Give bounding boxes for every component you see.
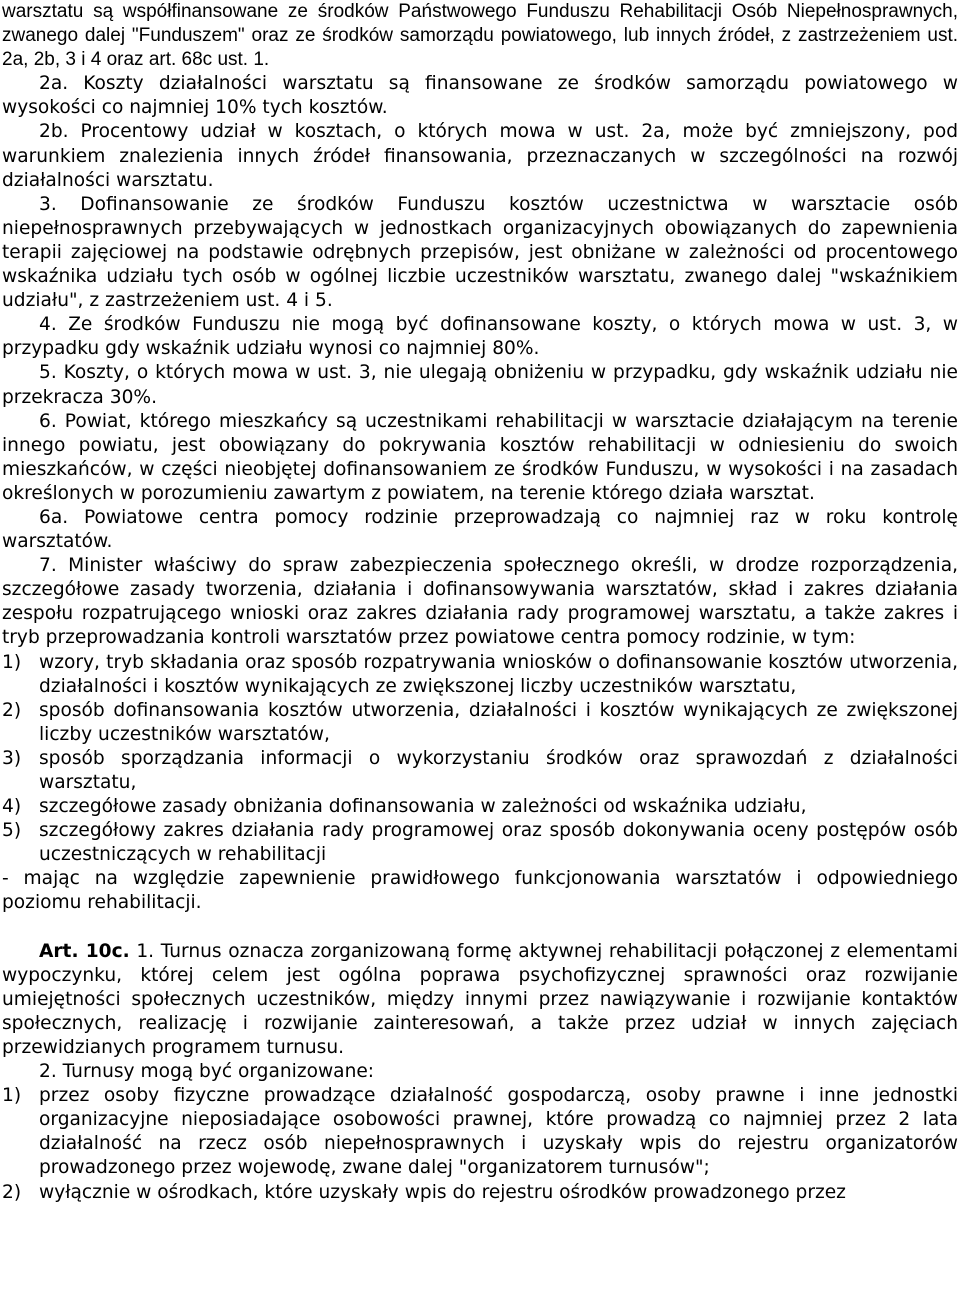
list-item <box>2 651 958 699</box>
paragraph-3: 3. Dofinansowanie ze środków Funduszu kosztów uczestnictwa w warsztacie osób niepełnosprawnych przebywających w jednostkach organizacyjnych obowiązanych do zapewnienia terapii zajęciowej na podstawie odrębnych przepisów, jest obniżane w zależności od procentowego wskaźnika udziału tych osób w ogólnej liczbie uczestników warsztatu, zwanego dalej "wskaźnikiem udziału", z zastrzeżeniem ust. 4 i 5. <box>2 193 958 312</box>
list-item-text: sposób dofinansowania kosztów utworzenia, działalności i kosztów wynikających ze zwiększonej liczby uczestników warsztatów, <box>39 699 958 745</box>
list-item-text: szczegółowe zasady obniżania dofinansowania w zależności od wskaźnika udziału, <box>39 796 807 818</box>
paragraph-6a: 6a. Powiatowe centra pomocy rodzinie przeprowadzają co najmniej raz w roku kontrolę warsztatów. <box>2 506 958 553</box>
list-item-number: 4) <box>2 796 22 818</box>
list-item-number: 1) <box>2 651 22 673</box>
article-10c-paragraph-2: 2. Turnusy mogą być organizowane: <box>39 1061 375 1083</box>
list-item <box>2 819 958 867</box>
list-item-text: wyłącznie w ośrodkach, które uzyskały wpis do rejestru ośrodków prowadzonego przez <box>39 1181 846 1203</box>
list-item <box>2 747 958 795</box>
list-item <box>2 1084 958 1180</box>
paragraph-7-tail: - mając na względzie zapewnienie prawidłowego funkcjonowania warsztatów i odpowiedniego poziomu rehabilitacji. <box>2 868 958 914</box>
list-item <box>2 1181 958 1205</box>
list-item-text: wzory, tryb składania oraz sposób rozpatrywania wniosków o dofinansowanie kosztów utworzenia, działalności i kosztów wynikających ze zwiększonej liczby uczestników warsztatu, <box>39 651 958 697</box>
list-item-number: 2) <box>2 699 22 721</box>
paragraph-intro: warsztatu są współfinansowane ze środków Państwowego Funduszu Rehabilitacji Osób Niepełnosprawnych, zwanego dalej "Funduszem" oraz ze środków samorządu powiatowego, lub innych źródeł, z zastrzeżeniem ust. 2a, 2b, 3 i 4 oraz art. 68c ust. 1. <box>2 1 958 71</box>
list-article-10c <box>2 1084 958 1204</box>
paragraph-2b: 2b. Procentowy udział w kosztach, o których mowa w ust. 2a, może być zmniejszony, pod warunkiem znalezienia innych źródeł finansowania, przeznaczanych w szczególności na rozwój działalności warsztatu. <box>2 121 958 191</box>
list-item-text: szczegółowy zakres działania rady programowej oraz sposób dokonywania oceny postępów osób uczestniczących w rehabilitacji <box>39 820 958 866</box>
paragraph-7: 7. Minister właściwy do spraw zabezpieczenia społecznego określi, w drodze rozporządzenia, szczegółowe zasady tworzenia, działania i dofinansowywania warsztatów, skład i zakres działania zespołu rozpatrującego wnioski oraz zakres działania rady programowej warsztatu, a także zakres i tryb przeprowadzania kontroli warsztatów przez powiatowe centra pomocy rodzinie, w tym: <box>2 555 958 649</box>
article-paragraph-1-text: 1. Turnus oznacza zorganizowaną formę aktywnej rehabilitacji połączonej z elementami wypoczynku, której celem jest ogólna poprawa psychofizycznej sprawności oraz rozwijanie umiejętności społecznych uczestników, między innymi przez nawiązywanie i rozwijanie kontaktów społecznych, realizację i rozwijanie zainteresowań, a także przez udział w innych zajęciach przewidzianych programem turnusu. <box>2 940 958 1058</box>
list-item-number: 5) <box>2 820 22 842</box>
list-item-number: 1) <box>2 1085 22 1107</box>
article-10c-paragraph-1 <box>2 940 958 1060</box>
article-label: Art. 10c. <box>39 940 130 962</box>
list-item-text: przez osoby fizyczne prowadzące działalność gospodarczą, osoby prawne i inne jednostki organizacyjne nieposiadające osobowości prawnej, które prowadzą co najmniej przez 2 lata działalność na rzecz osób niepełnosprawnych i uzyskały wpis do rejestru organizatorów prowadzonego przez wojewodę, zwane dalej "organizatorem turnusów"; <box>39 1085 958 1179</box>
paragraph-5: 5. Koszty, o których mowa w ust. 3, nie ulegają obniżeniu w przypadku, gdy wskaźnik udziału nie przekracza 30%. <box>2 362 958 408</box>
list-item <box>2 795 958 819</box>
list-item-number: 3) <box>2 747 22 769</box>
paragraph-2a: 2a. Koszty działalności warsztatu są finansowane ze środków samorządu powiatowego w wysokości co najmniej 10% tych kosztów. <box>2 73 958 119</box>
paragraph-4: 4. Ze środków Funduszu nie mogą być dofinansowane koszty, o których mowa w ust. 3, w przypadku gdy wskaźnik udziału wynosi co najmniej 80%. <box>2 314 958 360</box>
list-item-text: sposób sporządzania informacji o wykorzystaniu środków oraz sprawozdań z działalności warsztatu, <box>39 747 958 793</box>
section-gap <box>2 916 958 940</box>
list-item <box>2 699 958 747</box>
list-item-number: 2) <box>2 1181 22 1203</box>
paragraph-6: 6. Powiat, którego mieszkańcy są uczestnikami rehabilitacji w warsztacie działającym na terenie innego powiatu, jest obowiązany do pokrywania kosztów rehabilitacji w odniesieniu do swoich mieszkańców, w części nieobjętej dofinansowaniem ze środków Funduszu, w wysokości i na zasadach określonych w porozumieniu zawartym z powiatem, na terenie którego działa warsztat. <box>2 410 958 504</box>
list-section-7 <box>2 651 958 868</box>
